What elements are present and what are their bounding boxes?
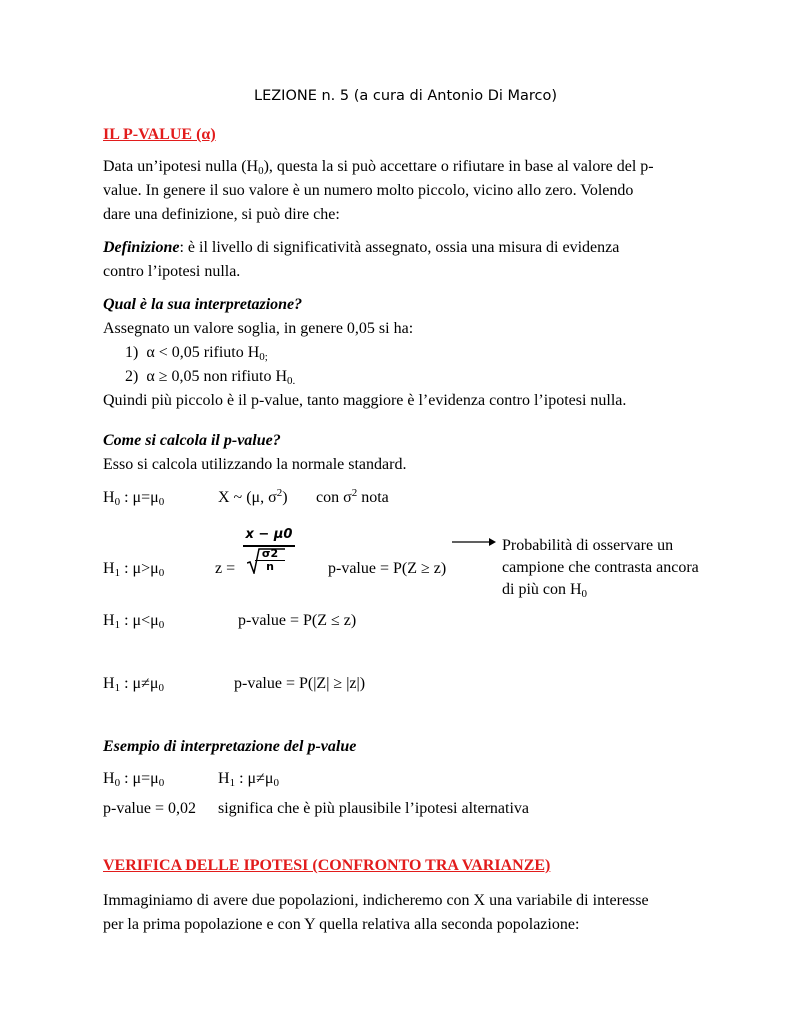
p-value-less: p-value = P(Z ≤ z) [238, 612, 357, 629]
p-value-greater: p-value = P(Z ≥ z) [328, 560, 447, 577]
calculation-block: Come si calcola il p-value? Esso si calcola utilizzando la normale standard. [103, 429, 406, 477]
z-label: z = [215, 560, 236, 577]
alt-hypothesis-greater: $H_1$ : $\mu>\mu_0$ [103, 560, 165, 579]
example-null-hypothesis: $H_0$ : $\mu=\mu_0$ [103, 770, 165, 789]
example-meaning: significa che è più plausibile l’ipotesi alternativa [218, 800, 530, 817]
p-value-not-equal: p-value = P(|Z| ≥ |z|) [234, 675, 366, 692]
definition-label: Definizione [103, 239, 180, 256]
z-denominator: σ2 n [255, 548, 285, 573]
interpretation-block: Qual è la sua interpretazione? Assegnato un valore soglia, in genere 0,05 si ha: 1) α < 0,05 rifiuto $H_{0;}$ 2) α ≥ 0,05 non rifiuto $H_{0.}$ Quindi più piccolo è il p-value, tanto maggiore è l’evidenza contro l’ipotesi nulla. [103, 293, 626, 413]
calculation-heading: Come si calcola il p-value? [103, 432, 281, 449]
distribution-formula: X ~ (μ, $\sigma^2$) [218, 487, 288, 506]
interpretation-heading: Qual è la sua interpretazione? [103, 296, 303, 313]
list-item: 2) α ≥ 0,05 non rifiuto $H_{0.}$ [125, 368, 296, 387]
intro-paragraph [103, 155, 654, 227]
z-numerator: x − μ0 [245, 527, 293, 542]
probability-note: Probabilità di osservare un campione che contrasta ancora di più con $H_0$ [502, 537, 699, 600]
example-p-value: p-value = 0,02 [103, 800, 196, 817]
section-title-p-value: IL P-VALUE (α) [103, 126, 216, 143]
example-alt-hypothesis: $H_1$ : $\mu\ne\mu_0$ [218, 770, 279, 789]
intro-line-3: dare una definizione, si può dire che: [103, 206, 340, 223]
page-header: LEZIONE n. 5 (a cura di Antonio Di Marco) [254, 88, 558, 104]
intro-line-2: value. In genere il suo valore è un numero molto piccolo, vicino allo zero. Volendo [103, 182, 634, 199]
list-item: 1) α < 0,05 rifiuto $H_{0;}$ [125, 344, 268, 363]
arrow-right-icon [452, 537, 496, 547]
z-statistic-formula [241, 528, 297, 572]
section-title-variance-test: VERIFICA DELLE IPOTESI (CONFRONTO TRA VARIANZE) [103, 857, 551, 874]
null-hypothesis: $H_0$ : $\mu=\mu_0$ [103, 489, 165, 508]
section2-paragraph: Immaginiamo di avere due popolazioni, indicheremo con X una variabile di interesse per la prima popolazione e con Y quella relativa alla seconda popolazione: [103, 892, 649, 933]
alt-hypothesis-not-equal: $H_1$ : $\mu\ne\mu_0$ [103, 675, 164, 694]
intro-line-1: Data un’ipotesi nulla $(H_0)$, questa la si può accettare o rifiutare in base al valore del p- [103, 158, 654, 177]
definition-paragraph: Definizione: è il livello di significatività assegnato, ossia una misura di evidenza contro l’ipotesi nulla. [103, 239, 620, 280]
interpretation-conclusion: Quindi più piccolo è il p-value, tanto maggiore è l’evidenza contro l’ipotesi nulla. [103, 392, 627, 409]
known-variance: con $\sigma^2$ nota [316, 487, 389, 506]
example-heading: Esempio di interpretazione del p-value [103, 738, 357, 755]
alt-hypothesis-less: $H_1$ : $\mu<\mu_0$ [103, 612, 165, 631]
